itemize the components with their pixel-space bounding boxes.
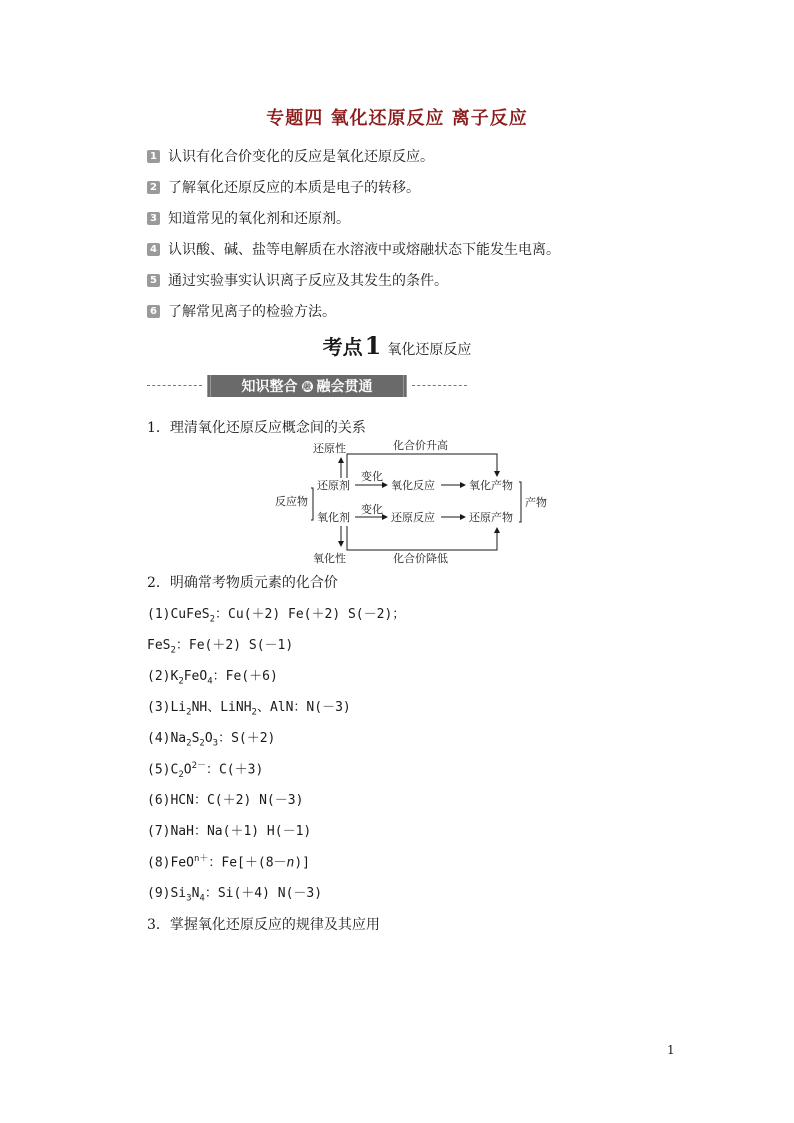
- banner-dash-left: [147, 385, 202, 386]
- objective-4: [147, 239, 560, 259]
- label-valence-down: 化合价降低: [393, 552, 448, 565]
- valence-line-1b: FeS$_2$：Fe(＋2) S(－1): [147, 638, 294, 656]
- banner-left-text: 知识整合: [241, 379, 298, 395]
- label-oxidation-product: 氧化产物: [469, 479, 513, 492]
- valence-line-3: $(3)Li_2NH$、LiNH$_2$、AlN：N(－3): [147, 700, 351, 718]
- valence-line-2: $(2)K_2FeO_4$：Fe(＋6): [147, 669, 278, 687]
- objective-2: [147, 177, 420, 197]
- label-oxidizing-property: 氧化性: [313, 552, 346, 565]
- section-heading-3: 3．掌握氧化还原反应的规律及其应用: [147, 917, 380, 933]
- kaodian-number: 1: [364, 331, 382, 360]
- objective-1: [147, 146, 434, 166]
- objective-text: 认识有化合价变化的反应是氧化还原反应。: [168, 149, 434, 165]
- valence-line-9: $(9)Si_3N_4$：Si(＋4) N(－3): [147, 886, 323, 904]
- label-change-2: 变化: [361, 503, 383, 516]
- label-oxidation-reaction: 氧化反应: [391, 479, 435, 492]
- objective-3: [147, 208, 350, 228]
- objective-text: 认识酸、碱、盐等电解质在水溶液中或熔融状态下能发生电离。: [168, 242, 560, 258]
- page-number: 1: [667, 1043, 675, 1057]
- section-banner: [147, 375, 467, 397]
- banner-dash-right: [412, 385, 467, 386]
- label-reduction-product: 还原产物: [469, 511, 513, 524]
- objective-text: 知道常见的氧化剂和还原剂。: [168, 211, 350, 227]
- redox-relationship-diagram: [275, 436, 555, 568]
- objective-number: 6: [147, 305, 160, 318]
- label-products: 产物: [525, 496, 547, 509]
- objective-number: 4: [147, 243, 160, 256]
- label-reducing-property: 还原性: [313, 442, 346, 455]
- label-oxidizer: 氧化剂: [317, 511, 350, 524]
- objective-text: 了解氧化还原反应的本质是电子的转移。: [168, 180, 420, 196]
- kaodian-subtitle: 氧化还原反应: [387, 342, 472, 358]
- objective-5: [147, 270, 448, 290]
- objective-6: [147, 301, 336, 321]
- valence-line-6: (6)HCN：C(＋2) N(－3): [147, 793, 304, 808]
- valence-line-1: (1)CuFeS$_2$：Cu(＋2) Fe(＋2) S(－2)；: [147, 607, 406, 625]
- section-heading-2: 2．明确常考物质元素的化合价: [147, 575, 338, 591]
- valence-line-5: $(5)C_2O^{2-}$：C(＋3): [147, 761, 264, 780]
- banner-box: [207, 375, 407, 397]
- products-bracket: [519, 482, 521, 522]
- banner-dot-icon: 融: [303, 381, 311, 391]
- objective-number: 5: [147, 274, 160, 287]
- valence-line-7: (7)NaH：Na(＋1) H(－1): [147, 824, 312, 839]
- objective-number: 2: [147, 181, 160, 194]
- page-title: 专题四 氧化还原反应 离子反应: [266, 108, 528, 129]
- label-reduction-reaction: 还原反应: [391, 511, 435, 524]
- kaodian-heading: [0, 331, 794, 360]
- arrow-valence-down-loop: [347, 526, 497, 550]
- label-change-1: 变化: [361, 470, 383, 483]
- objective-number: 3: [147, 212, 160, 225]
- objective-number: 1: [147, 150, 160, 163]
- section-heading-1: 1．理清氧化还原反应概念间的关系: [147, 420, 366, 436]
- objective-text: 了解常见离子的检验方法。: [168, 304, 336, 320]
- banner-right-text: 融会贯通: [316, 379, 373, 395]
- objective-text: 通过实验事实认识离子反应及其发生的条件。: [168, 273, 448, 289]
- valence-line-8: (8)FeO$^{n+}$：Fe[＋(8－n)]: [147, 854, 311, 871]
- label-valence-up: 化合价升高: [393, 439, 448, 452]
- kaodian-label: 考点: [322, 335, 363, 359]
- label-reactants: 反应物: [275, 495, 308, 508]
- reactants-bracket: [311, 488, 313, 520]
- valence-line-4: $(4)Na_2S_2O_3$：S(＋2): [147, 731, 276, 749]
- label-reducer: 还原剂: [317, 479, 350, 492]
